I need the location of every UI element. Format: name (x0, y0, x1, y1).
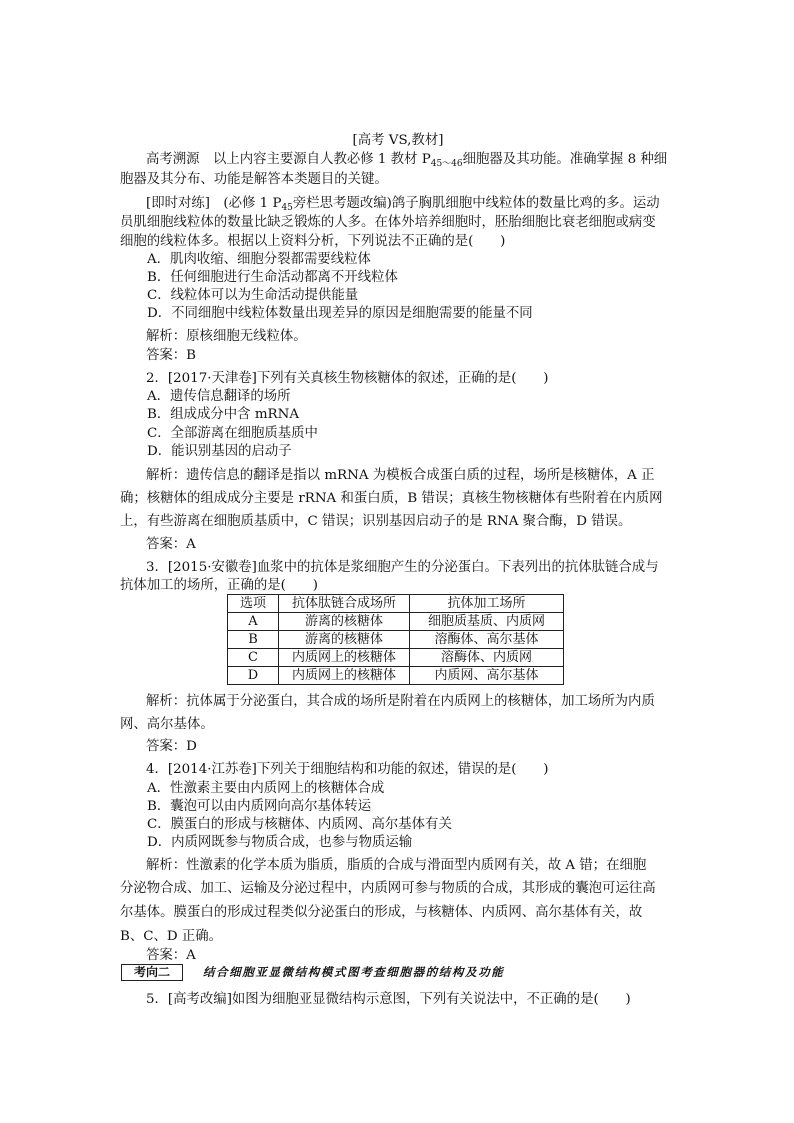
q2-analysis-line-2: 确；核糖体的组成成分主要是 rRNA 和蛋白质，B 错误；真核生物核糖体有些附着在内质网 (120, 491, 663, 506)
table-header-row (228, 595, 564, 613)
q2-option-b: B．组成成分中含 mRNA (147, 407, 299, 422)
table-header-cell: 抗体加工场所 (410, 595, 564, 613)
q3-answer: 答案：D (146, 739, 197, 754)
table-header-cell: 抗体肽链合成场所 (279, 595, 410, 613)
q3-analysis-line-2: 网、高尔基体。 (120, 717, 214, 732)
table-cell: 内质网、高尔基体 (410, 667, 564, 685)
q5-stem: 5．[高考改编]如图为细胞亚显微结构示意图，下列有关说法中，不正确的是( ) (146, 992, 631, 1007)
q4-stem: 4．[2014·江苏卷]下列关于细胞结构和功能的叙述，错误的是( ) (146, 762, 549, 777)
q4-answer: 答案：A (146, 948, 196, 963)
q1-answer: 答案：B (146, 348, 197, 363)
q3-analysis-line-1: 解析：抗体属于分泌蛋白，其合成的场所是附着在内质网上的核糖体，加工场所为内质 (146, 694, 655, 709)
table-row (228, 649, 564, 667)
q2-analysis-line-1: 解析：遗传信息的翻译是指以 mRNA 为模板合成蛋白质的过程，场所是核糖体，A 正 (146, 468, 655, 483)
intro-line-2: 胞器及其分布、功能是解答本类题目的关键。 (120, 172, 388, 187)
table-cell: 内质网上的核糖体 (279, 649, 410, 667)
q4-analysis-line-2: 分泌物合成、加工、运输及分泌过程中，内质网可参与物质的合成，其形成的囊泡可运往高 (120, 881, 656, 896)
q1-stem-line-1: [即时对练] (必修 1 $P_{45}$旁栏思考题改编)鸽子胸肌细胞中线粒体的数量比鸡的多。运动 (146, 196, 660, 213)
table-cell: 溶酶体、内质网 (410, 649, 564, 667)
q1-stem-line-3: 细胞的线粒体多。根据以上资料分析，下列说法不正确的是( ) (120, 234, 506, 249)
table-cell: 细胞质基质、内质网 (410, 613, 564, 631)
table-cell: B (228, 631, 279, 649)
q2-option-c: C．全部游离在细胞质基质中 (147, 426, 318, 441)
table-header-cell: 选项 (228, 595, 279, 613)
table-cell: D (228, 667, 279, 685)
table-row (228, 613, 564, 631)
q2-option-a: A．遗传信息翻译的场所 (147, 389, 291, 404)
q4-analysis-line-1: 解析：性激素的化学本质为脂质，脂质的合成与滑面型内质网有关，故 A 错；在细胞 (146, 858, 647, 873)
q4-analysis-line-3: 尔基体。膜蛋白的形成过程类似分泌蛋白的形成，与核糖体、内质网、高尔基体有关，故 (120, 905, 643, 920)
q1-analysis: 解析：原核细胞无线粒体。 (146, 329, 307, 344)
table-row (228, 631, 564, 649)
table-row (228, 667, 564, 685)
q4-option-a: A．性激素主要由内质网上的核糖体合成 (147, 781, 385, 796)
q2-analysis-line-3: 上，有些游离在细胞质基质中，C 错误；识别基因启动子的是 RNA 聚合酶，D 错误。 (120, 514, 632, 529)
table-cell: 溶酶体、高尔基体 (410, 631, 564, 649)
section-tag: 考向二 (121, 964, 183, 981)
q3-stem-line-1: 3．[2015·安徽卷]血浆中的抗体是浆细胞产生的分泌蛋白。下表列出的抗体肽链合成与 (146, 560, 659, 575)
section-heading: [高考 VS,教材] (352, 133, 444, 148)
q1-option-a: A．肌肉收缩、细胞分裂都需要线粒体 (147, 252, 371, 267)
q3-stem-line-2: 抗体加工的场所，正确的是( ) (120, 578, 318, 593)
q4-option-c: C．膜蛋白的形成与核糖体、内质网、高尔基体有关 (147, 817, 452, 832)
table-cell: A (228, 613, 279, 631)
q2-stem: 2．[2017·天津卷]下列有关真核生物核糖体的叙述，正确的是( ) (146, 371, 549, 386)
table-cell: 游离的核糖体 (279, 631, 410, 649)
intro-line-1: 高考溯源 以上内容主要源自人教必修 1 教材 $P_{45\sim 46}$细胞器及其功能。准确掌握 8 种细 (146, 152, 668, 169)
table-cell: 游离的核糖体 (279, 613, 410, 631)
q4-analysis-line-4: B、C、D 正确。 (120, 929, 223, 944)
q3-options-table (227, 594, 564, 685)
q4-option-d: D．内质网既参与物质合成，也参与物质运输 (147, 835, 413, 850)
table-cell: 内质网上的核糖体 (279, 667, 410, 685)
q1-stem-line-2: 员肌细胞线粒体的数量比缺乏锻炼的人多。在体外培养细胞时，胚胎细胞比衰老细胞或病变 (120, 215, 656, 230)
section-title: 结合细胞亚显微结构模式图考查细胞器的结构及功能 (203, 965, 505, 979)
q2-answer: 答案：A (146, 537, 196, 552)
q4-option-b: B．囊泡可以由内质网向高尔基体转运 (147, 799, 372, 814)
table-cell: C (228, 649, 279, 667)
q1-option-c: C．线粒体可以为生命活动提供能量 (147, 288, 359, 303)
q2-option-d: D．能识别基因的启动子 (147, 444, 292, 459)
q1-option-b: B．任何细胞进行生命活动都离不开线粒体 (147, 270, 398, 285)
q1-option-d: D．不同细胞中线粒体数量出现差异的原因是细胞需要的能量不同 (147, 306, 533, 321)
